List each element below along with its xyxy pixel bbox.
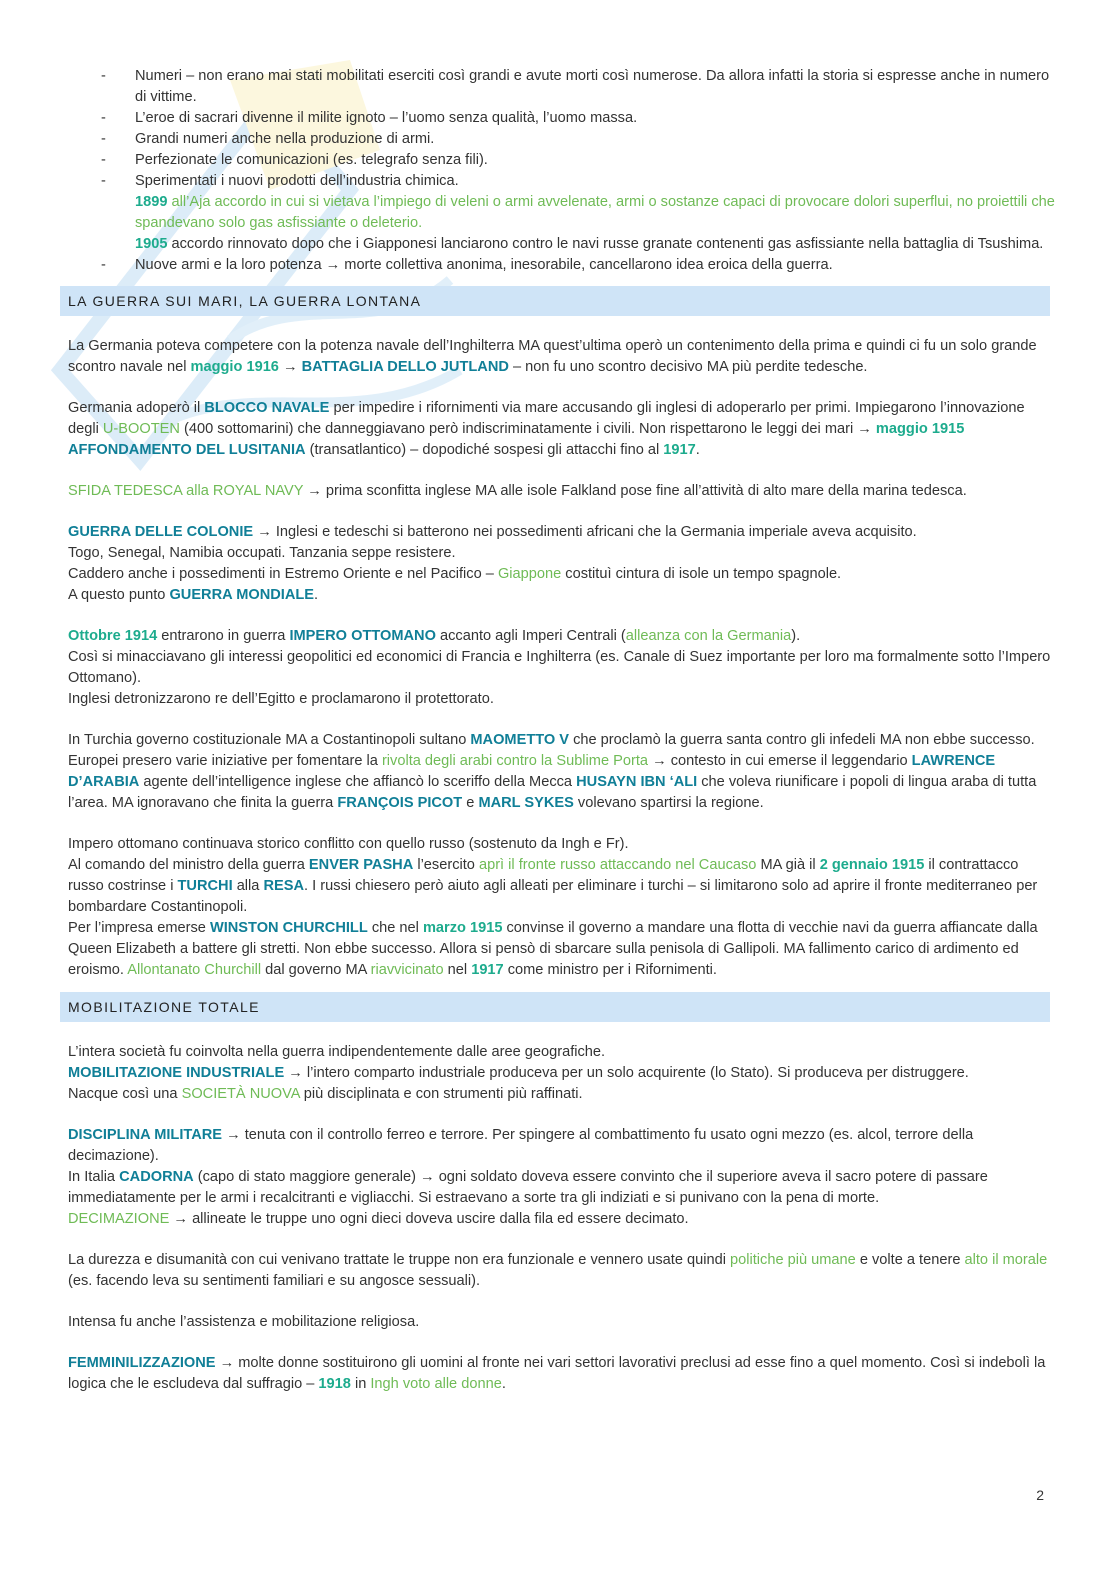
paragraph-morale: La durezza e disumanità con cui venivano trattate le truppe non era funzionale e vennero usate quindi politiche più umane e volte a tenere alto il morale (es. facendo leva su sentimenti familiari e su angosce sessuali). bbox=[68, 1252, 1048, 1289]
list-item: - Numeri – non erano mai stati mobilitati eserciti così grandi e avute morti così numerose. Da allora infatti la storia si espresse anche in numero di vittime. bbox=[101, 68, 1050, 105]
list-item: - Sperimentati i nuovi prodotti dell’industria chimica. bbox=[101, 173, 459, 189]
paragraph-turchia: In Turchia governo costituzionale MA a Costantinopoli sultano MAOMETTO V che proclamò la guerra santa contro gli infedeli MA non ebbe successo. Europei presero varie iniziative per fomentare la rivolta degli arabi contro la Sublime Porta → contesto in cui emerse il leggendario LAWRENCE D’ARABIA agente dell’intelligence inglese che affiancò lo sceriffo della Mecca HUSAYN IBN ‘ALI che voleva riunificare i popoli di lingua araba di tutta l’area. MA ignoravano che finita la guerra FRANÇOIS PICOT e MARL SYKES volevano spartirsi la regione. bbox=[68, 732, 1037, 811]
paragraph-disciplina-militare: DISCIPLINA MILITARE → tenuta con il controllo ferreo e terrore. Per spingere al combattimento fu usato ogni mezzo (es. alcol, terrore della decimazione). In Italia CADORNA (capo di stato maggiore generale) → ogni soldato doveva essere convinto che il superiore aveva il sacro potere di passare immediatamente per le armi i recalcitranti e vigliacchi. Si estraevano a sorte tra gli indiziati e si punivano con la pena di morte. DECIMAZIONE → allineate le truppe uno ogni dieci doveva uscire dalla fila ed essere decimato. bbox=[68, 1127, 988, 1227]
paragraph-religiosa: Intensa fu anche l’assistenza e mobilitazione religiosa. bbox=[68, 1314, 420, 1330]
paragraph-colonie: GUERRA DELLE COLONIE → Inglesi e tedeschi si batterono nei possedimenti africani che la Germania imperiale aveva acquisito. Togo, Senegal, Namibia occupati. Tanzania seppe resistere. Caddero anche i possedimenti in Estremo Oriente e nel Pacifico – Giappone costituì cintura di isole un tempo spagnole. A questo punto GUERRA MONDIALE. bbox=[68, 524, 917, 603]
content bbox=[68, 66, 1058, 1395]
paragraph-jutland: La Germania poteva competere con la potenza navale dell’Inghilterra MA quest’ultima operò un contenimento della prima e quindi ci fu un solo grande scontro navale nel maggio 1916 → BATTAGLIA DELLO JUTLAND – non fu uno scontro decisivo MA più perdite tedesche. bbox=[68, 338, 1037, 375]
paragraph-impero-ottomano: Ottobre 1914 entrarono in guerra IMPERO OTTOMANO accanto agli Imperi Centrali (alleanza con la Germania). Così si minacciavano gli interessi geopolitici ed economici di Francia e Inghilterra (es. Canale di Suez importante per loro ma formalmente sotto l’Impero Ottomano). Inglesi detronizzarono re dell’Egitto e proclamarono il protettorato. bbox=[68, 628, 1051, 707]
list-item: - Grandi numeri anche nella produzione di armi. bbox=[101, 131, 435, 147]
page-number: 2 bbox=[1036, 1487, 1044, 1503]
paragraph-blocco-navale: Germania adoperò il BLOCCO NAVALE per impedire i rifornimenti via mare accusando gli inglesi di adoperarlo per primi. Impiegarono l’innovazione degli U-BOOTEN (400 sottomarini) che danneggiavano però indiscriminatamente i civili. Non rispettarono le leggi dei mari → maggio 1915 AFFONDAMENTO DEL LUSITANIA (transatlantico) – dopodiché sospesi gli attacchi fino al 1917. bbox=[68, 400, 1025, 458]
list-item: - L’eroe di sacrari divenne il milite ignoto – l’uomo senza qualità, l’uomo massa. bbox=[101, 110, 638, 126]
paragraph-mobilitazione-industriale: L’intera società fu coinvolta nella guerra indipendentemente dalle aree geografiche. MOBILITAZIONE INDUSTRIALE → l’intero comparto industriale produceva per un solo acquirente (lo Stato). Si produceva per distruggere. Nacque così una SOCIETÀ NUOVA più disciplinata e con strumenti più raffinati. bbox=[68, 1044, 969, 1102]
chem-1905: 1905 accordo rinnovato dopo che i Giapponesi lanciarono contro le navi russe granate contenenti gas asfissiante nella battaglia di Tsushima. bbox=[135, 236, 1044, 252]
paragraph-conflitto-russo: Impero ottomano continuava storico conflitto con quello russo (sostenuto da Ingh e Fr). Al comando del ministro della guerra ENVER PASHA l’esercito aprì il fronte russo attaccando nel Caucaso MA già il 2 gennaio 1915 il contrattacco russo costrinse i TURCHI alla RESA. I russi chiesero però aiuto agli alleati per eliminare i turchi – si limitarono solo ad aprire il fronte mediterraneo per bombardare Costantinopoli. Per l’impresa emerse WINSTON CHURCHILL che nel marzo 1915 convinse il governo a mandare una flotta di vecchie navi da guerra affiancate dalla Queen Elizabeth a battere gli stretti. Non ebbe successo. Allora si pensò di sbarcare sulla penisola di Gallipoli. MA fallimento carico di ardimento ed eroismo. Allontanato Churchill dal governo MA riavvicinato nel 1917 come ministro per i Rifornimenti. bbox=[68, 836, 1038, 978]
section-heading-mobilitazione: MOBILITAZIONE TOTALE bbox=[60, 992, 1050, 1022]
section-heading-mari: LA GUERRA SUI MARI, LA GUERRA LONTANA bbox=[60, 286, 1050, 316]
bullet-list bbox=[68, 66, 1058, 192]
list-item: - Perfezionate le comunicazioni (es. telegrafo senza fili). bbox=[101, 152, 488, 168]
chem-1899: 1899 all’Aja accordo in cui si vietava l’impiego di veleni o armi avvelenate, armi o sostanze capaci di provocare dolori superflui, no proiettili che spandevano solo gas asfissiante o deleterio. bbox=[135, 194, 1055, 231]
paragraph-femminilizzazione: FEMMINILIZZAZIONE → molte donne sostituirono gli uomini al fronte nei vari settori lavorativi preclusi ad esse fino a quel momento. Così si indebolì la logica che le escludeva dal suffragio – 1918 in Ingh voto alle donne. bbox=[68, 1355, 1046, 1392]
bullet-list-end bbox=[68, 255, 1058, 276]
paragraph-royal-navy: SFIDA TEDESCA alla ROYAL NAVY → prima sconfitta inglese MA alle isole Falkland pose fine all’attività di alto mare della marina tedesca. bbox=[68, 483, 967, 499]
list-item: - Nuove armi e la loro potenza → morte collettiva anonima, inesorabile, cancellarono idea eroica della guerra. bbox=[101, 257, 833, 273]
